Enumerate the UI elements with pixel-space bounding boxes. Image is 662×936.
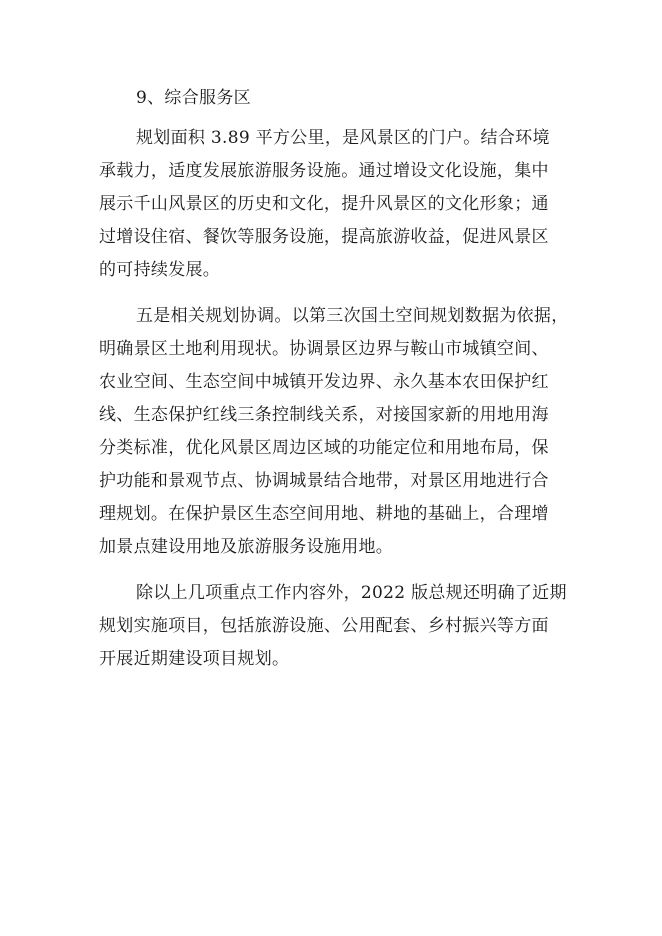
paragraph-2-line-7: 理规划。在保护景区生态空间用地、耕地的基础上，合理增 (99, 504, 549, 524)
paragraph-1-line-1: 规划面积 3.89 平方公里，是风景区的门户。结合环境 (136, 128, 550, 148)
paragraph-2-line-5: 分类标准，优化风景区周边区域的功能定位和用地布局，保 (99, 438, 549, 458)
paragraph-3-line-2: 规划实施项目，包括旅游设施、公用配套、乡村振兴等方面 (99, 616, 549, 636)
paragraph-2-line-6: 护功能和景观节点、协调城景结合地带，对景区用地进行合 (99, 471, 549, 491)
paragraph-2-line-1: 五是相关规划协调。以第三次国土空间规划数据为依据， (136, 306, 569, 326)
paragraph-3-line-3: 开展近期建设项目规划。 (99, 649, 290, 669)
paragraph-1-line-4: 过增设住宿、餐饮等服务设施，提高旅游收益，促进风景区 (99, 227, 549, 247)
paragraph-2-line-8: 加景点建设用地及旅游服务设施用地。 (99, 537, 394, 557)
paragraph-2-line-2: 明确景区土地利用现状。协调景区边界与鞍山市城镇空间、 (99, 339, 549, 359)
paragraph-1-line-3: 展示千山风景区的历史和文化，提升风景区的文化形象；通 (99, 194, 549, 214)
paragraph-2-line-4: 线、生态保护红线三条控制线关系，对接国家新的用地用海 (99, 405, 549, 425)
section-heading: 9、综合服务区 (136, 88, 251, 108)
paragraph-2-line-3: 农业空间、生态空间中城镇开发边界、永久基本农田保护红 (99, 372, 549, 392)
paragraph-1-line-2: 承载力，适度发展旅游服务设施。通过增设文化设施，集中 (99, 161, 549, 181)
paragraph-1-line-5: 的可持续发展。 (99, 260, 221, 280)
paragraph-3-line-1: 除以上几项重点工作内容外，2022 版总规还明确了近期 (136, 583, 567, 603)
